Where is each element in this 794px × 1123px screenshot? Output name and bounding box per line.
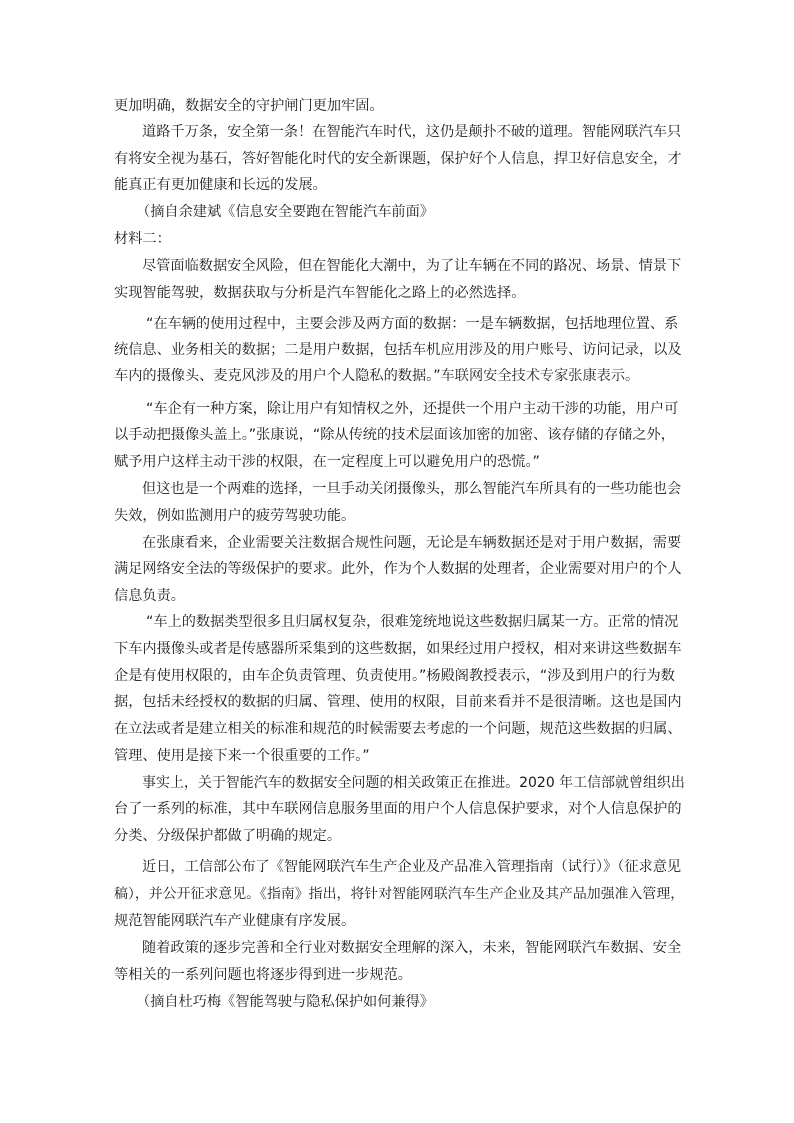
text-line: “车上的数据类型很多且归属权复杂，很难笼统地说这些数据归属某一方。正常的情况 bbox=[146, 614, 679, 630]
source-citation: （摘自余建斌《信息安全要跑在智能汽车前面》 bbox=[136, 204, 434, 220]
text-line: “在车辆的使用过程中，主要会涉及两方面的数据：一是车辆数据，包括地理位置、系 bbox=[146, 316, 679, 332]
quote-text: 车内的摄像头、麦克风涉及的用户个人隐私的数据。” bbox=[114, 368, 441, 384]
text-line: 台了一系列的标准，其中车联网信息服务里面的用户个人信息保护要求，对个人信息保护的 bbox=[114, 801, 682, 817]
text-line: 有将安全视为基石，答好智能化时代的安全新课题，保护好个人信息，捍卫好信息安全，才 bbox=[114, 151, 682, 167]
text-line: 分类、分级保护都做了明确的规定。 bbox=[114, 828, 342, 844]
text-line: 失效，例如监测用户的疲劳驾驶功能。 bbox=[114, 508, 356, 524]
attribution-text: 车联网安全技术专家张康表示。 bbox=[440, 368, 640, 384]
text-line: 在张康看来，企业需要关注数据合规性问题，无论是车辆数据还是对于用户数据，需要 bbox=[142, 535, 682, 551]
text-line: 信息负责。 bbox=[114, 588, 185, 604]
text-line: 能真正有更加健康和长远的发展。 bbox=[114, 177, 327, 193]
text-line: 道路千万条，安全第一条！在智能汽车时代，这仍是颠扑不破的道理。智能网联汽车只 bbox=[142, 124, 682, 140]
text-line: 赋予用户这样主动干涉的权限，在一定程度上可以避免用户的恐慌。” bbox=[114, 454, 540, 470]
text-line: 规范智能网联汽车产业健康有序发展。 bbox=[114, 913, 356, 929]
text-line: 据，包括未经授权的数据的归属、管理、使用的权限，目前来看并不是很清晰。这也是国内 bbox=[114, 694, 682, 710]
text-line: 企是有使用权限的，由车企负责管理、负责使用。”杨殿阁教授表示，“涉及到用户的行为数 bbox=[114, 668, 675, 684]
text-line: 近日，工信部公布了《智能网联汽车生产企业及产品准入管理指南（试行）》（征求意见 bbox=[142, 859, 682, 875]
text-line: 满足网络安全法的等级保护的要求。此外，作为个人数据的处理者，企业需要对用户的个人 bbox=[114, 561, 682, 577]
text-line: 但这也是一个两难的选择，一旦手动关闭摄像头，那么智能汽车所具有的一些功能也会 bbox=[142, 481, 682, 497]
text-line: 更加明确，数据安全的守护闸门更加牢固。 bbox=[114, 98, 384, 114]
text-line: 实现智能驾驶，数据获取与分析是汽车智能化之路上的必然选择。 bbox=[114, 285, 526, 301]
text-line: 随着政策的逐步完善和全行业对数据安全理解的深入，未来，智能网联汽车数据、安全 bbox=[142, 940, 682, 956]
source-citation: （摘自杜巧梅《智能驾驶与隐私保护如何兼得》 bbox=[136, 994, 434, 1010]
text-line: 以手动把摄像头盖上。”张康说，“除从传统的技术层面该加密的加密、该存储的存储之外， bbox=[114, 427, 675, 443]
text-line: 事实上，关于智能汽车的数据安全问题的相关政策正在推进。2020 年工信部就曾组织出 bbox=[142, 775, 685, 791]
text-line: 下车内摄像头或者是传感器所采集到的这些数据，如果经过用户授权，相对来讲这些数据车 bbox=[114, 641, 682, 657]
text-line: 等相关的一系列问题也将逐步得到进一步规范。 bbox=[114, 967, 412, 983]
text-line: 尽管面临数据安全风险，但在智能化大潮中，为了让车辆在不同的路况、场景、情景下 bbox=[142, 258, 682, 274]
text-line: 统信息、业务相关的数据；二是用户数据，包括车机应用涉及的用户账号、访问记录，以及 bbox=[114, 342, 682, 358]
text-line bbox=[114, 366, 639, 386]
text-line: 在立法或者是建立相关的标准和规范的时候需要去考虑的一个问题，规范这些数据的归属、 bbox=[114, 721, 682, 737]
text-line: 管理、使用是接下来一个很重要的工作。” bbox=[114, 748, 370, 764]
text-line: “车企有一种方案，除让用户有知情权之外，还提供一个用户主动干涉的功能，用户可 bbox=[146, 401, 679, 417]
section-label: 材料二： bbox=[114, 231, 171, 247]
text-line: 稿），并公开征求意见。《指南》指出，将针对智能网联汽车生产企业及其产品加强准入管理， bbox=[114, 886, 685, 902]
